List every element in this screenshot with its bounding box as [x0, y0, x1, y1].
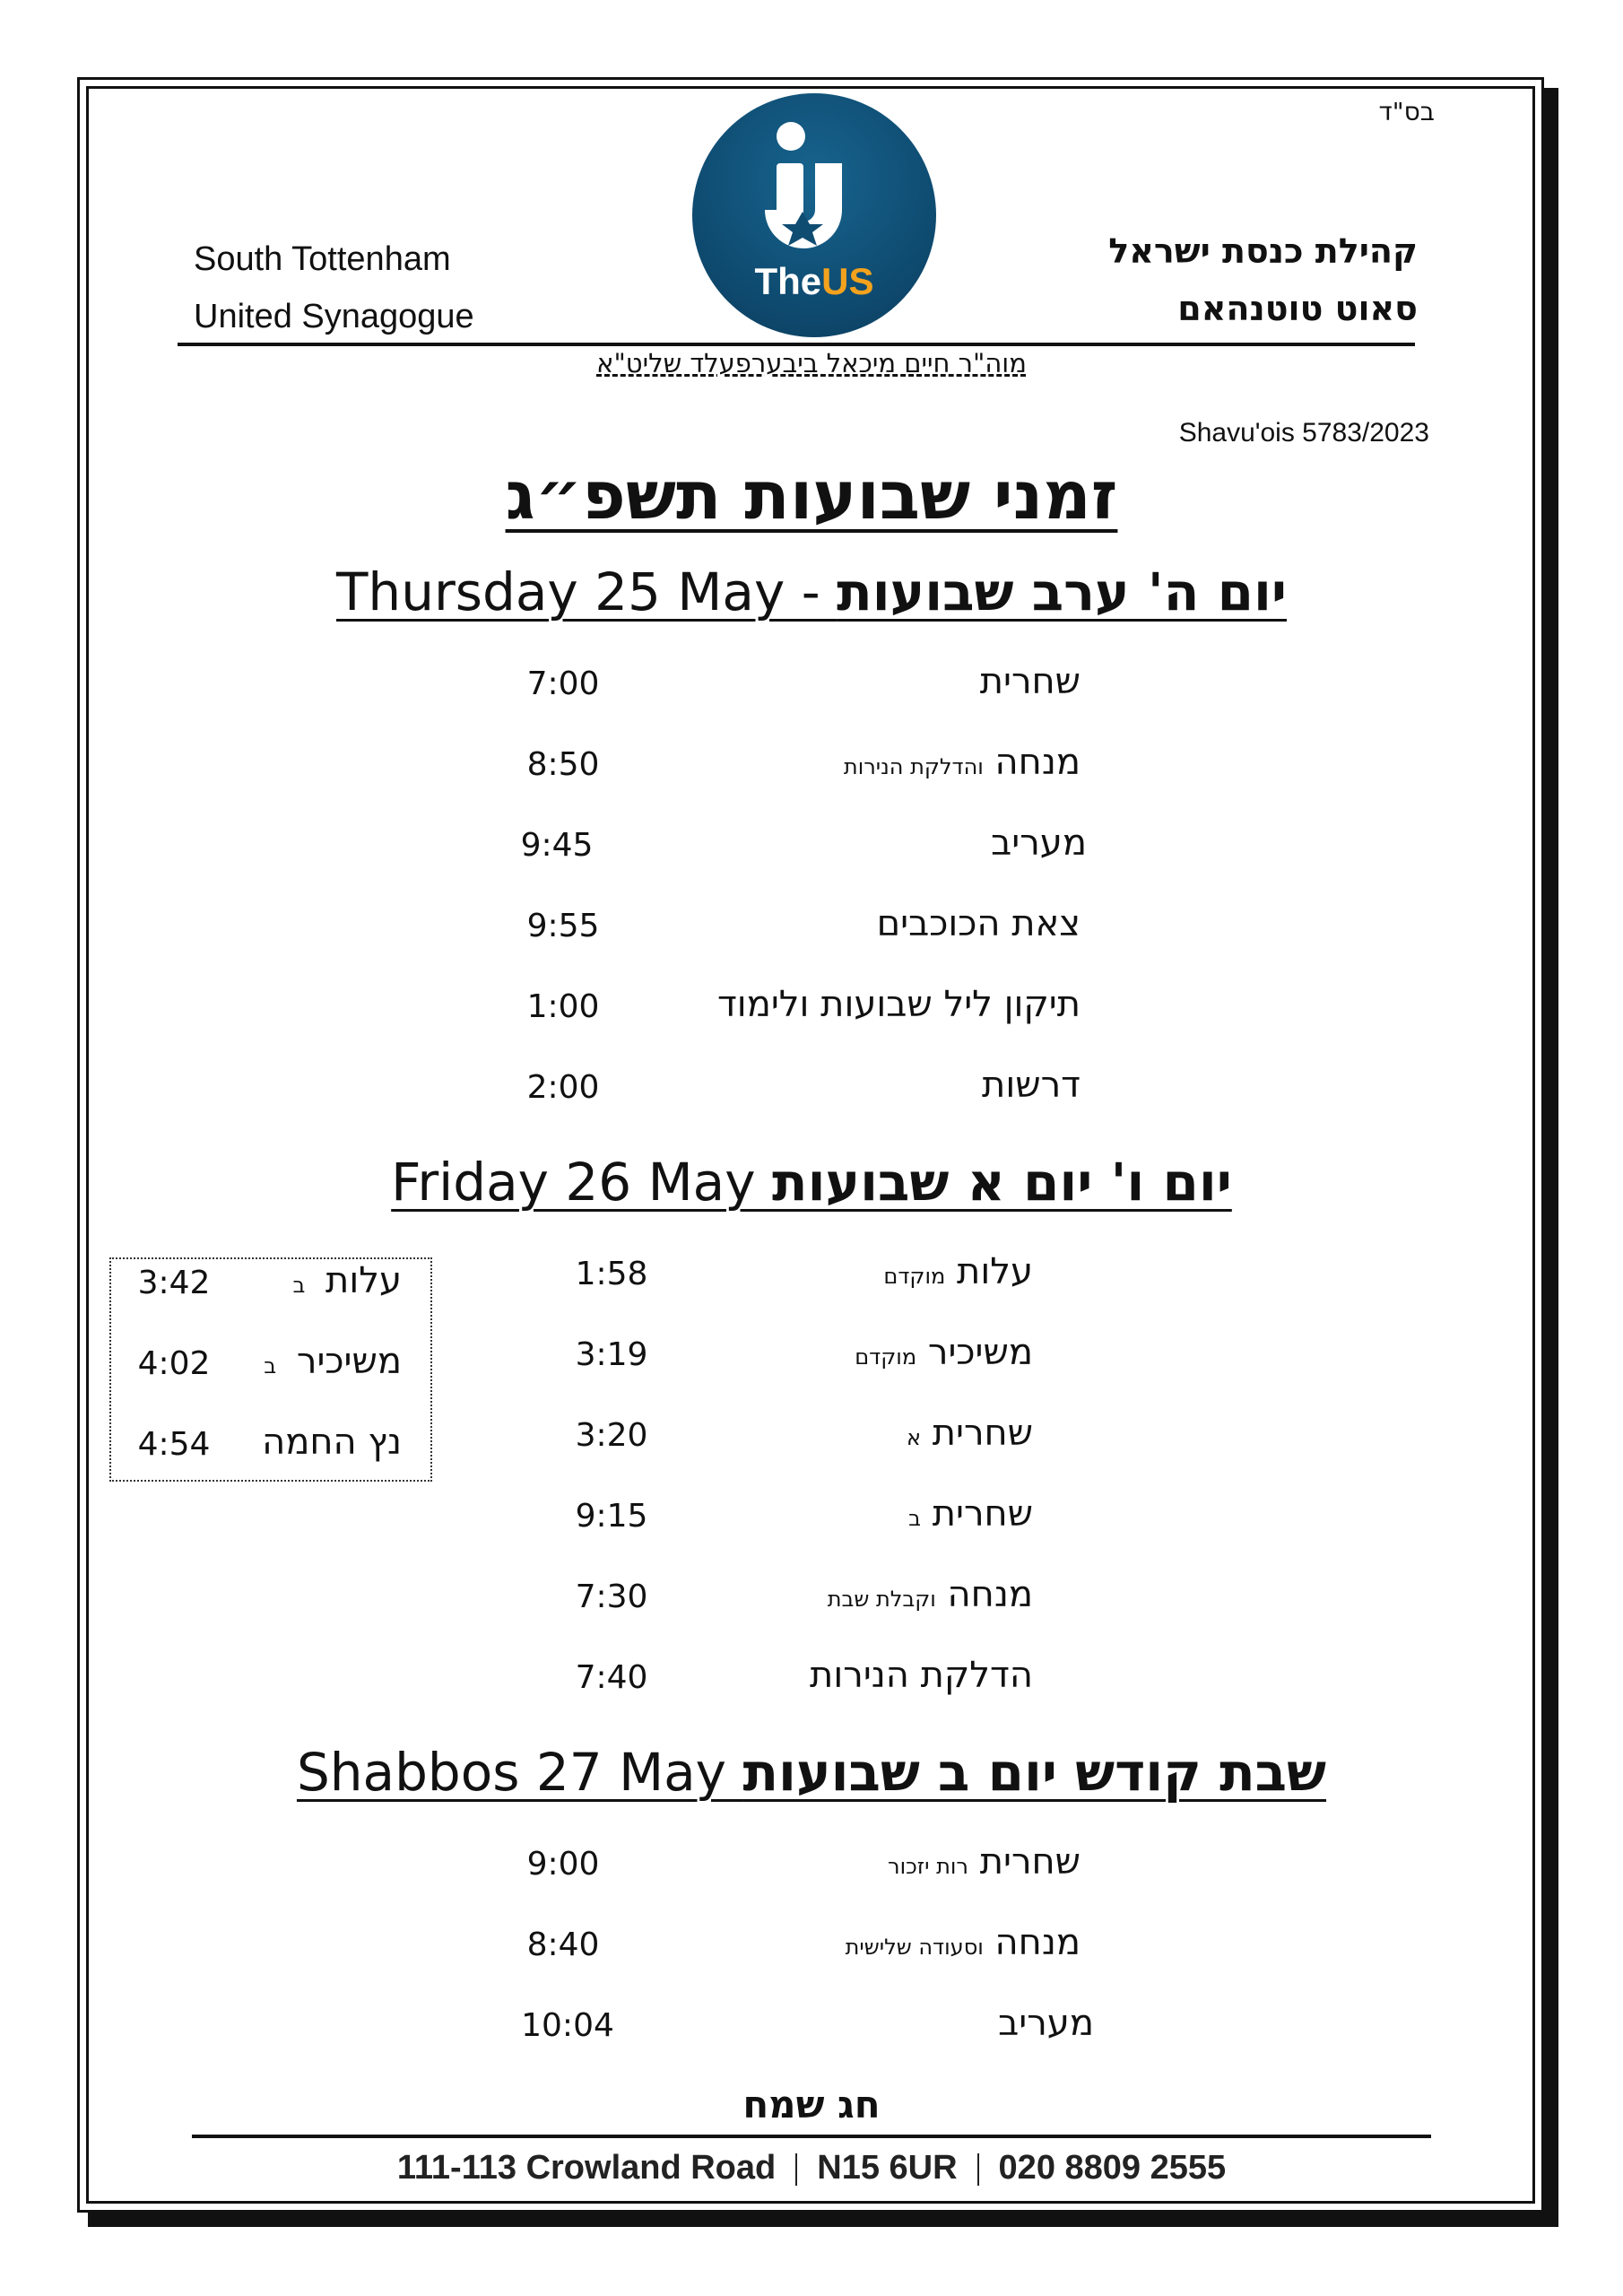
- thursday-row-label: מעריב: [991, 822, 1087, 864]
- hebrew-name-line2: סאוט טוטנהאם: [1177, 289, 1418, 328]
- thursday-row-time: 2:00: [526, 1069, 600, 1106]
- theus-logo: [692, 93, 936, 337]
- english-name-line2: United Synagogue: [194, 298, 474, 335]
- friday-row-label: שחרית א: [906, 1413, 1033, 1454]
- friday-row-label: הדלקת הנירות: [810, 1655, 1033, 1696]
- friday-row-time: 3:19: [575, 1336, 648, 1373]
- friday-row-time: 1:58: [575, 1256, 648, 1292]
- logo-us: US: [821, 260, 874, 302]
- friday-row-time: 3:20: [575, 1417, 648, 1454]
- header-rule: [178, 343, 1415, 346]
- shabbos-title: [0, 1742, 1623, 1803]
- logo-the: The: [754, 260, 822, 302]
- friday-row-time: 7:40: [575, 1659, 648, 1696]
- shabbos-row-label: שחרית רות יזכור: [888, 1841, 1081, 1883]
- thursday-row-label: צאת הכוכבים: [876, 903, 1081, 944]
- friday-row-label: מנחה וקבלת שבת: [827, 1574, 1033, 1615]
- hebrew-name-line1: קהילת כנסת ישראל: [1108, 231, 1418, 271]
- thursday-row-time: 8:50: [526, 746, 600, 783]
- shabbos-title-he: שבת קודש יום ב שבועות: [742, 1742, 1327, 1803]
- friday-row-time: 7:30: [575, 1578, 648, 1615]
- page-title: זמני שבועות תשפ״ג: [505, 457, 1118, 535]
- footer-separator: [977, 2153, 979, 2186]
- year-label: Shavu'ois 5783/2023: [1178, 418, 1429, 448]
- thursday-row-label: תיקון ליל שבועות ולימוד: [716, 984, 1081, 1025]
- box-row-label: עלות ב: [292, 1260, 402, 1301]
- thursday-row-time: 7:00: [526, 665, 600, 702]
- thursday-row-label: דרשות: [982, 1065, 1081, 1106]
- footer: [0, 2149, 1623, 2187]
- footer-postcode: N15 6UR: [817, 2149, 958, 2187]
- thursday-row-time: 1:00: [526, 988, 600, 1025]
- thursday-title: [0, 561, 1623, 622]
- box-row-time: 3:42: [137, 1265, 211, 1301]
- thursday-row-label: מנחה והדלקת הנירות: [843, 742, 1081, 783]
- thursday-row-label: שחרית: [979, 661, 1081, 702]
- shabbos-row-time: 8:40: [526, 1926, 600, 1963]
- chag-sameach: חג שמח: [742, 2083, 881, 2126]
- friday-title: [0, 1152, 1623, 1213]
- bsd-mark: בס"ד: [1378, 97, 1435, 126]
- friday-row-time: 9:15: [575, 1498, 648, 1535]
- friday-row-label: עלות מוקדם: [883, 1251, 1033, 1292]
- rabbi-line: מוה"ר חיים מיכאל ביבערפעלד שליט"א: [596, 348, 1027, 378]
- page-frame-inner: [86, 86, 1535, 2204]
- box-row-time: 4:02: [137, 1345, 211, 1382]
- shabbos-title-en: Shabbos 27 May: [296, 1742, 743, 1803]
- footer-rule: [192, 2135, 1431, 2138]
- shabbos-row-label: מעריב: [998, 2003, 1094, 2044]
- friday-title-en: Friday 26 May: [391, 1152, 772, 1213]
- shabbos-row-label: מנחה וסעודה שלישית: [845, 1922, 1081, 1963]
- thursday-row-time: 9:45: [520, 827, 594, 864]
- footer-separator: [795, 2153, 797, 2186]
- shabbos-row-time: 9:00: [526, 1846, 600, 1883]
- footer-address: 111-113 Crowland Road: [396, 2149, 777, 2187]
- thursday-title-he: יום ה' ערב שבועות: [837, 561, 1287, 622]
- friday-title-he: יום ו' יום א שבועות: [771, 1152, 1232, 1213]
- logo-wordmark: [692, 260, 936, 303]
- box-row-time: 4:54: [137, 1426, 211, 1463]
- box-row-label: נץ החמה: [262, 1422, 402, 1463]
- friday-row-label: משיכיר מוקדם: [855, 1332, 1033, 1373]
- friday-row-label: שחרית ב: [908, 1493, 1033, 1535]
- english-name-line1: South Tottenham: [194, 240, 451, 278]
- thursday-title-en: Thursday 25 May -: [336, 561, 838, 622]
- footer-phone: 020 8809 2555: [998, 2149, 1227, 2187]
- thursday-row-time: 9:55: [526, 908, 600, 944]
- box-row-label: משיכיר ב: [264, 1341, 402, 1382]
- shabbos-row-time: 10:04: [521, 2007, 614, 2044]
